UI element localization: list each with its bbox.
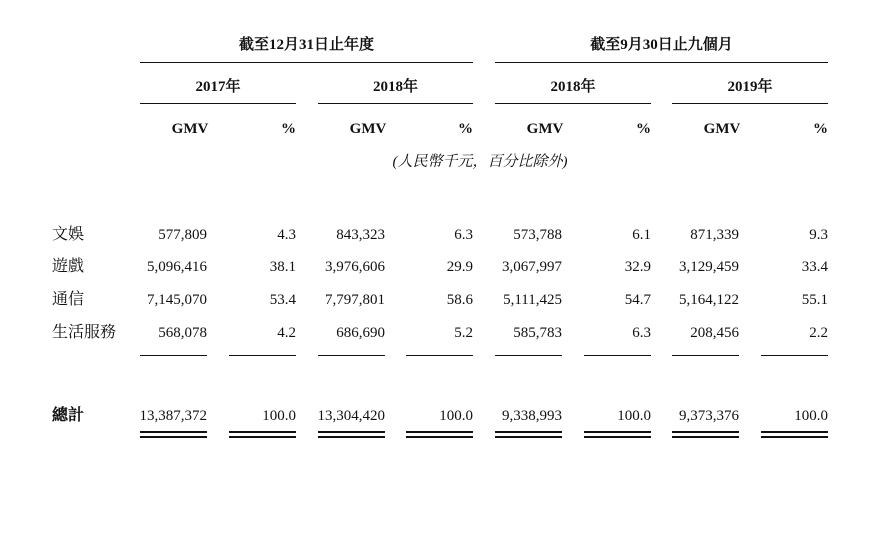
total-gmv-2019: 9,373,376 [679, 408, 739, 424]
total-double-rule-gmv-2019 [672, 431, 739, 438]
col-header-gmv-2019: GMV [703, 121, 741, 137]
subtotal-rule-pct-2018-a [406, 355, 473, 356]
col-header-pct-2018-a: % [458, 121, 473, 137]
cell-gmv-2018-b: 573,788 [513, 227, 562, 243]
row-label: 通信 [52, 291, 85, 308]
cell-pct-2018-b: 6.3 [632, 325, 651, 341]
row-label: 遊戲 [52, 258, 85, 275]
cell-gmv-2018-b: 585,783 [513, 325, 562, 341]
total-pct-2019: 100.0 [794, 408, 828, 424]
period-header-year-end: 截至12月31日止年度 [238, 37, 374, 53]
total-pct-2018-b: 100.0 [617, 408, 651, 424]
cell-gmv-2018-a: 843,323 [336, 227, 385, 243]
subtotal-rule-gmv-2018-b [495, 355, 562, 356]
cell-gmv-2019: 871,339 [690, 227, 739, 243]
subtotal-rule-gmv-2017 [140, 355, 207, 356]
cell-pct-2018-a: 58.6 [446, 292, 473, 308]
year-header-2018-a-rule [318, 103, 473, 104]
col-header-gmv-2017: GMV [171, 121, 209, 137]
cell-gmv-2018-a: 686,690 [336, 325, 385, 341]
cell-pct-2018-b: 32.9 [624, 259, 651, 275]
cell-gmv-2019: 208,456 [690, 325, 739, 341]
cell-pct-2017: 53.4 [269, 292, 296, 308]
subtotal-rule-pct-2017 [229, 355, 296, 356]
cell-pct-2018-b: 54.7 [624, 292, 651, 308]
cell-gmv-2017: 568,078 [158, 325, 207, 341]
total-label: 總計 [52, 407, 85, 424]
year-header-2019: 2019年 [727, 79, 773, 95]
col-header-pct-2018-b: % [636, 121, 651, 137]
cell-gmv-2017: 5,096,416 [147, 259, 207, 275]
total-gmv-2018-a: 13,304,420 [317, 408, 385, 424]
total-double-rule-pct-2018-a [406, 431, 473, 438]
cell-pct-2019: 55.1 [801, 292, 828, 308]
cell-gmv-2019: 5,164,122 [679, 292, 739, 308]
period-header-nine-months: 截至9月30日止九個月 [590, 37, 733, 53]
cell-gmv-2017: 7,145,070 [147, 292, 207, 308]
cell-pct-2017: 4.3 [277, 227, 296, 243]
period-header-nine-months-rule [495, 62, 828, 63]
total-gmv-2017: 13,387,372 [139, 408, 207, 424]
cell-gmv-2018-a: 3,976,606 [325, 259, 385, 275]
year-header-2018-b: 2018年 [550, 79, 596, 95]
subtotal-rule-pct-2019 [761, 355, 828, 356]
row-label: 文娛 [52, 226, 85, 243]
cell-pct-2017: 4.2 [277, 325, 296, 341]
cell-pct-2019: 33.4 [801, 259, 828, 275]
total-gmv-2018-b: 9,338,993 [502, 408, 562, 424]
cell-gmv-2017: 577,809 [158, 227, 207, 243]
year-header-2017: 2017年 [195, 79, 241, 95]
total-double-rule-gmv-2018-b [495, 431, 562, 438]
col-header-gmv-2018-a: GMV [349, 121, 387, 137]
cell-pct-2018-a: 29.9 [446, 259, 473, 275]
year-header-2017-rule [140, 103, 296, 104]
subtotal-rule-gmv-2018-a [318, 355, 385, 356]
total-pct-2018-a: 100.0 [439, 408, 473, 424]
cell-pct-2019: 9.3 [809, 227, 828, 243]
total-double-rule-pct-2019 [761, 431, 828, 438]
cell-gmv-2018-a: 7,797,801 [325, 292, 385, 308]
col-header-gmv-2018-b: GMV [526, 121, 564, 137]
row-label: 生活服務 [52, 324, 117, 341]
cell-pct-2019: 2.2 [809, 325, 828, 341]
cell-gmv-2018-b: 5,111,425 [503, 292, 562, 308]
cell-pct-2018-b: 6.1 [632, 227, 651, 243]
subtotal-rule-gmv-2019 [672, 355, 739, 356]
subtotal-rule-pct-2018-b [584, 355, 651, 356]
total-double-rule-gmv-2017 [140, 431, 207, 438]
period-header-year-end-rule [140, 62, 473, 63]
cell-gmv-2018-b: 3,067,997 [502, 259, 562, 275]
year-header-2018-b-rule [495, 103, 651, 104]
cell-pct-2018-a: 5.2 [454, 325, 473, 341]
total-double-rule-gmv-2018-a [318, 431, 385, 438]
cell-pct-2018-a: 6.3 [454, 227, 473, 243]
unit-note: (人民幣千元，百分比除外) [392, 154, 568, 170]
total-double-rule-pct-2017 [229, 431, 296, 438]
year-header-2018-a: 2018年 [372, 79, 418, 95]
cell-gmv-2019: 3,129,459 [679, 259, 739, 275]
cell-pct-2017: 38.1 [269, 259, 296, 275]
year-header-2019-rule [672, 103, 828, 104]
col-header-pct-2017: % [281, 121, 296, 137]
total-double-rule-pct-2018-b [584, 431, 651, 438]
col-header-pct-2019: % [813, 121, 828, 137]
total-pct-2017: 100.0 [262, 408, 296, 424]
